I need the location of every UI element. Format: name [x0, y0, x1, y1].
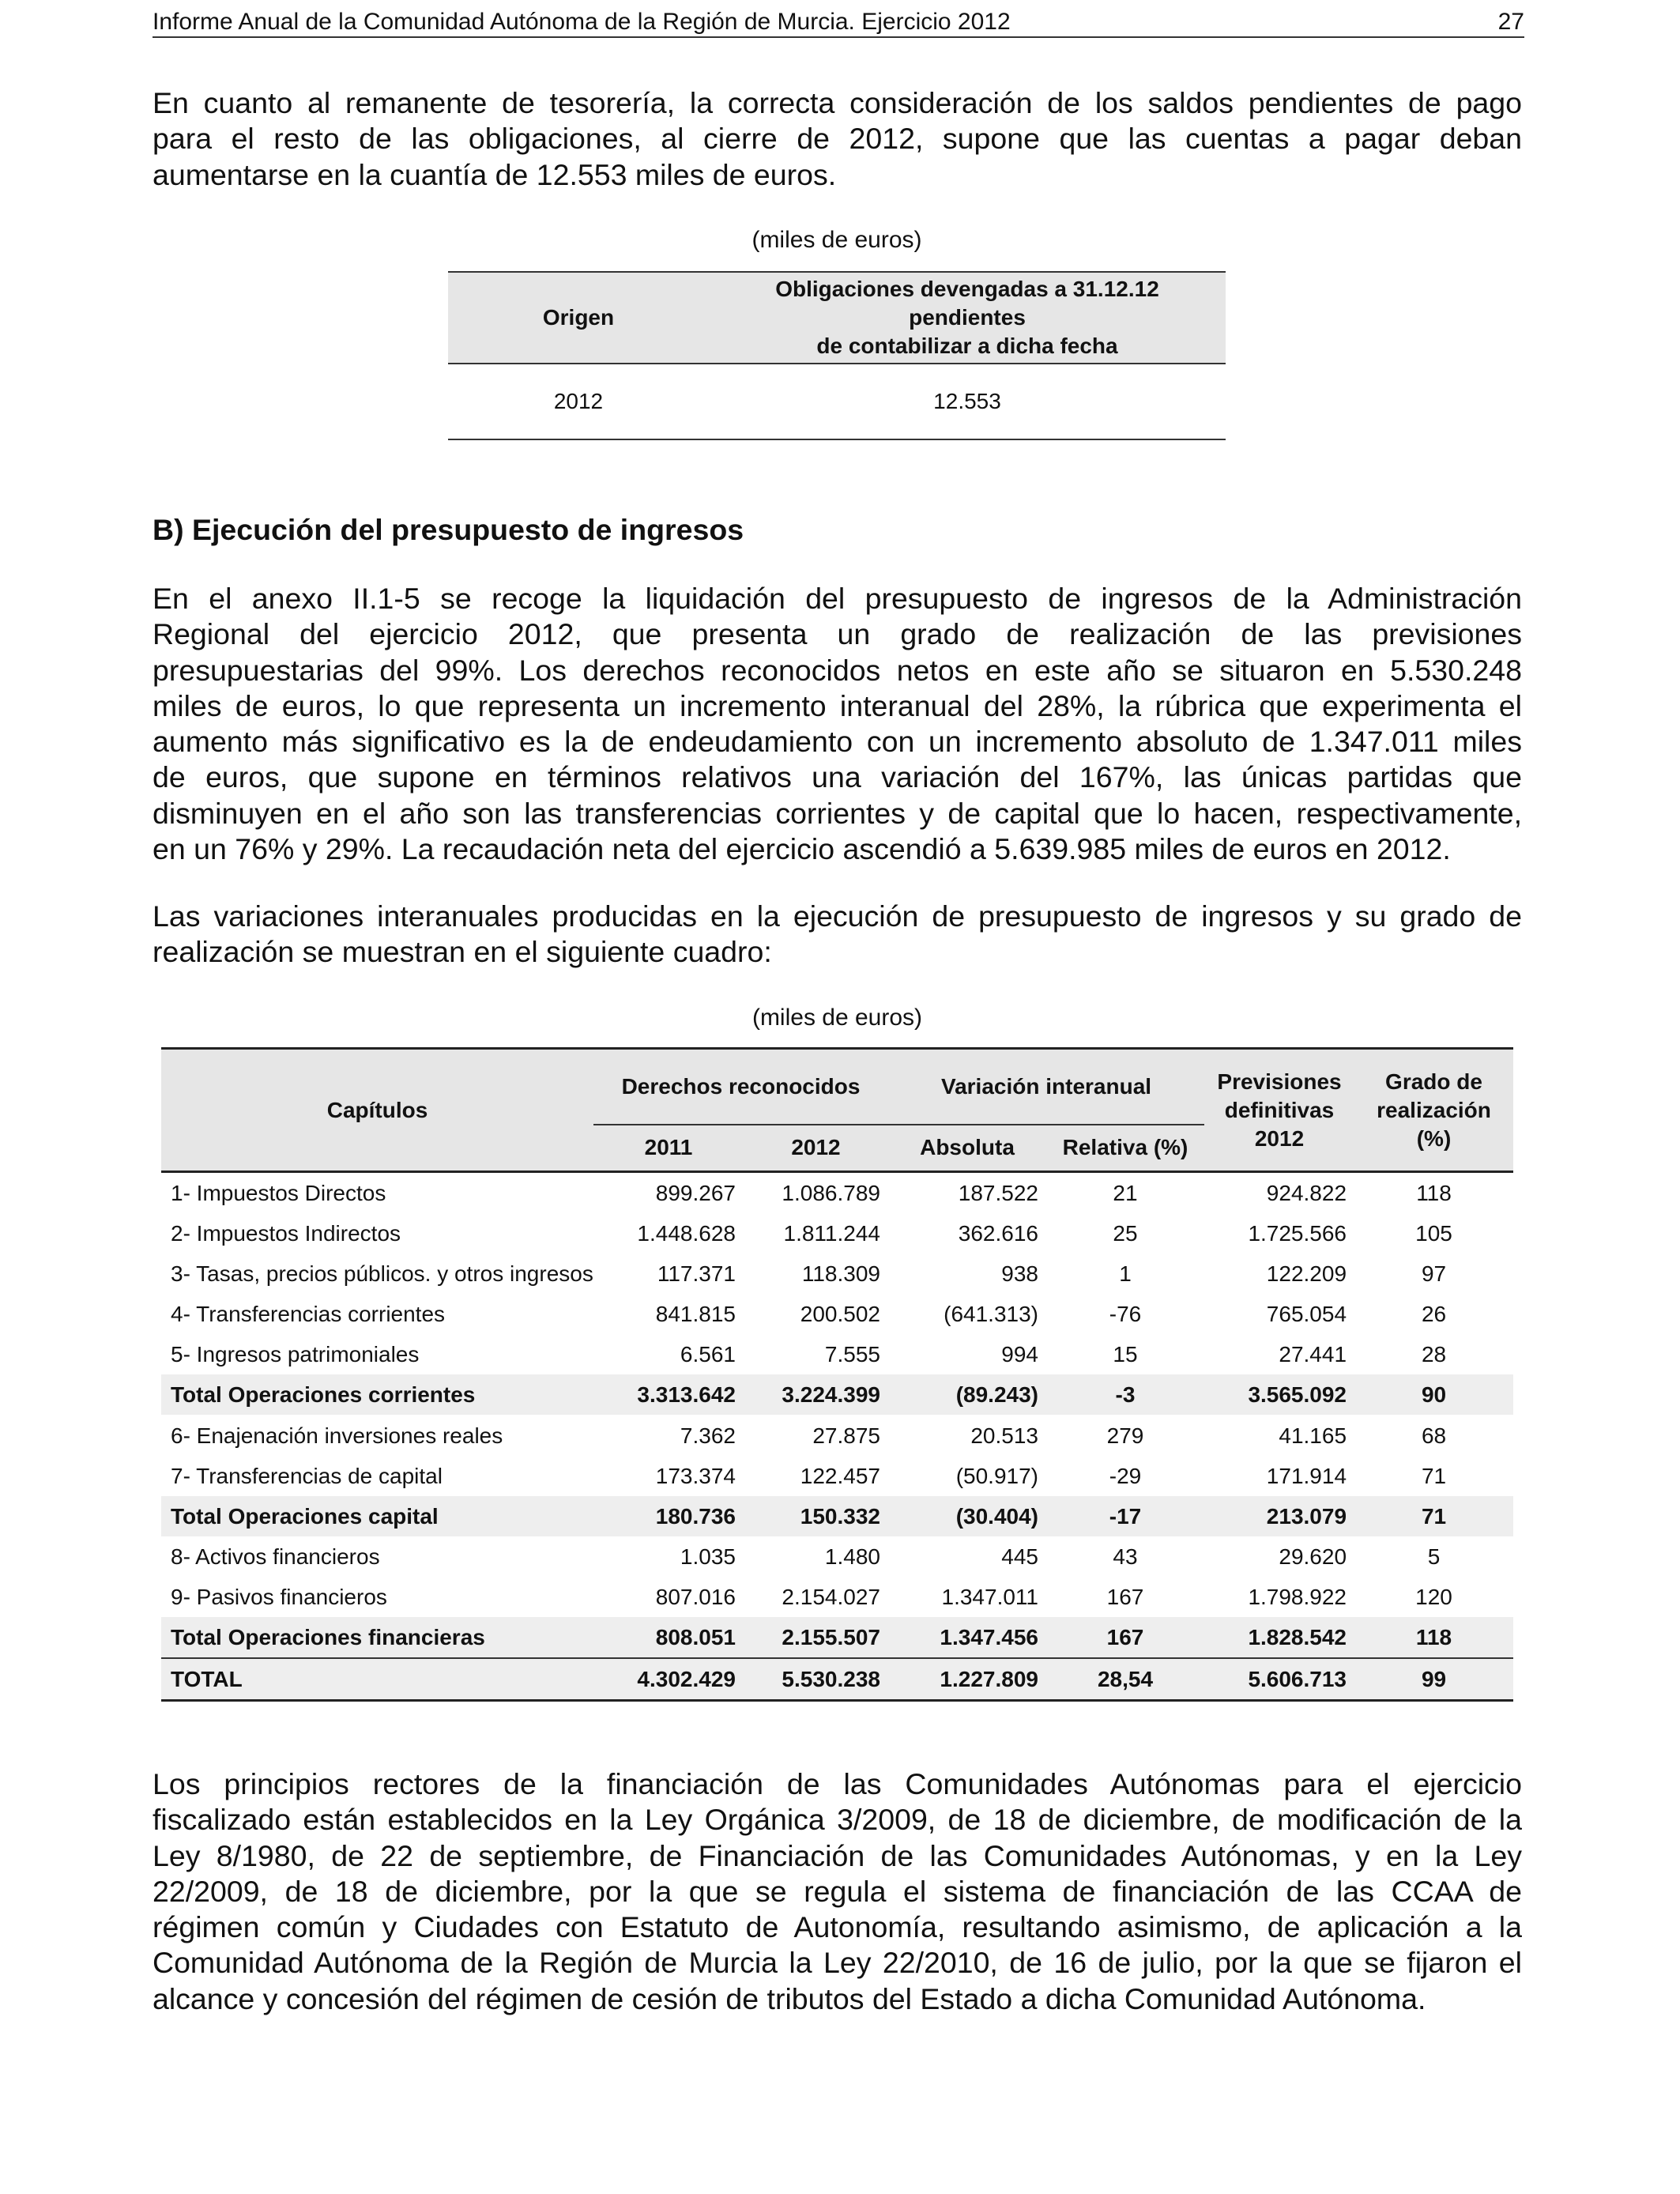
cell-previsiones: 1.798.922: [1248, 1584, 1347, 1609]
cell-variacion-absoluta: 445: [1001, 1544, 1038, 1569]
paragraph-line: Las variaciones interanuales producidas en la ejecución de presupuesto de ingresos y su grado de: [153, 899, 1522, 933]
cell-previsiones: 1.725.566: [1248, 1221, 1347, 1246]
cell-capitulo: 4- Transferencias corrientes: [171, 1302, 446, 1327]
table-row: [161, 1334, 1513, 1374]
cell-derechos-2012: 122.457: [800, 1463, 880, 1488]
cell-previsiones: 29.620: [1279, 1544, 1347, 1569]
paragraph-line: régimen común y Ciudades con Estatuto de Autonomía, resultando asimismo, de aplicación a la: [153, 1910, 1522, 1944]
header-absoluta: Absoluta: [888, 1125, 1046, 1172]
section-heading: B) Ejecución del presupuesto de ingresos: [153, 513, 744, 546]
table1-cell-origen: 2012: [553, 389, 604, 413]
paragraph-line: Ley 8/1980, de 22 de septiembre, de Financiación de las Comunidades Autónomas, y en la Ley: [153, 1838, 1522, 1872]
paragraph-anexo: [153, 581, 1522, 867]
cell-variacion-relativa: 21: [1113, 1181, 1138, 1205]
table-row: [161, 1415, 1513, 1455]
cell-previsiones: 924.822: [1266, 1181, 1347, 1205]
paragraph-remanente: [153, 85, 1522, 193]
cell-variacion-relativa: -76: [1109, 1302, 1142, 1327]
header-2012: 2012: [744, 1125, 888, 1172]
cell-grado: 120: [1415, 1584, 1452, 1609]
paragraph-line: para el resto de las obligaciones, al cierre de 2012, supone que las cuentas a pagar deban: [153, 122, 1522, 156]
cell-derechos-2011: 7.362: [680, 1423, 736, 1448]
cell-grado: 97: [1421, 1261, 1447, 1287]
cell-capitulo: Total Operaciones corrientes: [161, 1374, 593, 1415]
cell-variacion-absoluta: 1.347.011: [941, 1584, 1038, 1609]
obligaciones-table: [448, 271, 1226, 440]
cell-previsiones: 1.828.542: [1204, 1617, 1354, 1658]
header-capitulos: Capítulos: [161, 1049, 593, 1172]
cell-capitulo: 5- Ingresos patrimoniales: [171, 1342, 420, 1367]
cell-derechos-2012: 27.875: [812, 1423, 880, 1448]
cell-grado: 90: [1354, 1374, 1513, 1415]
cell-derechos-2012: 200.502: [800, 1302, 880, 1327]
table-row-total: [161, 1374, 1513, 1415]
paragraph-line: Regional del ejercicio 2012, que presenta un grado de realización de las previsiones: [153, 617, 1522, 651]
paragraph-line: presupuestarias del 99%. Los derechos reconocidos netos en este año se situaron en 5.530.248: [153, 653, 1522, 687]
cell-derechos-2011: 1.035: [680, 1544, 736, 1569]
table-row-total: [161, 1496, 1513, 1536]
page-header: [153, 6, 1524, 38]
cell-grado: 71: [1354, 1496, 1513, 1536]
header-derechos-reconocidos: Derechos reconocidos: [593, 1049, 888, 1125]
cell-variacion-absoluta: (50.917): [955, 1463, 1038, 1488]
cell-capitulo: 3- Tasas, precios públicos. y otros ingresos: [171, 1261, 593, 1287]
cell-derechos-2011: 841.815: [655, 1302, 736, 1327]
cell-derechos-2012: 5.530.238: [744, 1658, 888, 1701]
cell-variacion-relativa: -29: [1109, 1463, 1142, 1488]
cell-derechos-2012: 3.224.399: [744, 1374, 888, 1415]
table1-header-obligaciones: [709, 272, 1226, 364]
header-previsiones: [1204, 1049, 1354, 1172]
cell-derechos-2011: 899.267: [655, 1181, 736, 1205]
header-line: Previsiones: [1217, 1069, 1342, 1094]
cell-grado: 99: [1354, 1658, 1513, 1701]
header-line: (%): [1416, 1125, 1452, 1151]
cell-previsiones: 41.165: [1279, 1423, 1347, 1448]
cell-grado: 26: [1421, 1302, 1447, 1327]
paragraph-line: aumento más significativo es la de endeudamiento con un incremento absoluto de 1.347.011 miles: [153, 725, 1522, 759]
cell-variacion-relativa: 167: [1106, 1584, 1144, 1609]
cell-grado: 105: [1415, 1221, 1452, 1246]
cell-grado: 68: [1421, 1423, 1447, 1448]
cell-variacion-absoluta: (89.243): [888, 1374, 1046, 1415]
cell-capitulo: 1- Impuestos Directos: [171, 1181, 386, 1205]
table-row-grand-total: [161, 1658, 1513, 1701]
table1-header-line: de contabilizar a dicha fecha: [816, 334, 1118, 358]
paragraph-line: de euros, que supone en términos relativos una variación del 167%, las únicas partidas que: [153, 760, 1522, 794]
cell-capitulo: 9- Pasivos financieros: [171, 1584, 387, 1609]
cell-previsiones: 765.054: [1266, 1302, 1347, 1327]
cell-derechos-2012: 150.332: [744, 1496, 888, 1536]
cell-derechos-2012: 2.154.027: [782, 1584, 880, 1609]
header-2011: 2011: [593, 1125, 744, 1172]
table1-cell-value: 12.553: [933, 389, 1001, 413]
cell-previsiones: 171.914: [1266, 1463, 1347, 1488]
table-row: [161, 1577, 1513, 1617]
cell-capitulo: 2- Impuestos Indirectos: [171, 1221, 401, 1246]
cell-variacion-absoluta: 20.513: [970, 1423, 1038, 1448]
table-row: [161, 1172, 1513, 1214]
cell-variacion-absoluta: 187.522: [958, 1181, 1038, 1205]
cell-derechos-2011: 173.374: [655, 1463, 736, 1488]
cell-derechos-2012: 7.555: [824, 1342, 880, 1367]
cell-variacion-relativa: -17: [1046, 1496, 1204, 1536]
paragraph-line: En cuanto al remanente de tesorería, la correcta consideración de los saldos pendientes de pago: [153, 86, 1522, 119]
cell-variacion-absoluta: 938: [1001, 1261, 1038, 1287]
cell-variacion-absoluta: 1.227.809: [888, 1658, 1046, 1701]
table-row-total: [161, 1617, 1513, 1658]
paragraph-line: disminuyen en el año son las transferencias corrientes y de capital que lo hacen, respectivamente,: [153, 796, 1522, 830]
cell-variacion-absoluta: (30.404): [888, 1496, 1046, 1536]
paragraph-line: 22/2009, de 18 de diciembre, por la que se regula el sistema de financiación de las CCAA de: [153, 1874, 1522, 1908]
paragraph-line: Comunidad Autónoma de la Región de Murcia la Ley 22/2010, de 16 de julio, por la que se fijaron el: [153, 1946, 1522, 1980]
cell-derechos-2011: 807.016: [655, 1584, 736, 1609]
paragraph-principios: [153, 1766, 1522, 2017]
table-row: [161, 1294, 1513, 1334]
cell-variacion-absoluta: 994: [1001, 1342, 1038, 1367]
cell-variacion-relativa: 167: [1046, 1617, 1204, 1658]
cell-variacion-relativa: 1: [1119, 1261, 1132, 1287]
cell-capitulo: Total Operaciones capital: [161, 1496, 593, 1536]
cell-capitulo: 7- Transferencias de capital: [171, 1463, 443, 1488]
header-line: 2012: [1254, 1125, 1305, 1151]
table-row: [161, 1213, 1513, 1253]
cell-derechos-2011: 117.371: [657, 1261, 736, 1287]
cell-grado: 5: [1427, 1544, 1441, 1569]
cell-derechos-2011: 808.051: [593, 1617, 744, 1658]
paragraph-line: miles de euros, lo que representa un incremento interanual del 28%, la rúbrica que experimenta el: [153, 688, 1522, 722]
header-relativa: Relativa (%): [1046, 1125, 1204, 1172]
cell-derechos-2011: 3.313.642: [593, 1374, 744, 1415]
cell-derechos-2011: 1.448.628: [637, 1221, 736, 1246]
table1-header-line: Obligaciones devengadas a 31.12.12 pendientes: [775, 277, 1159, 330]
cell-grado: 28: [1421, 1342, 1447, 1367]
paragraph-line: aumentarse en la cuantía de 12.553 miles de euros.: [153, 157, 837, 191]
cell-variacion-relativa: 43: [1113, 1544, 1138, 1569]
paragraph-variaciones: [153, 899, 1522, 971]
cell-derechos-2012: 1.811.244: [783, 1221, 880, 1246]
table-row: [161, 1253, 1513, 1294]
header-grado: [1354, 1049, 1513, 1172]
cell-capitulo: TOTAL: [161, 1658, 593, 1701]
paragraph-line: Los principios rectores de la financiación de las Comunidades Autónomas para el ejercicio: [153, 1767, 1522, 1800]
paragraph-line: realización se muestran en el siguiente cuadro:: [153, 935, 772, 969]
table-row: [161, 1536, 1513, 1577]
cell-derechos-2012: 1.480: [824, 1544, 880, 1569]
header-line: realización: [1377, 1097, 1491, 1122]
paragraph-line: fiscalizado están establecidos en la Ley Orgánica 3/2009, de 18 de diciembre, de modificación de la: [153, 1803, 1522, 1837]
cell-previsiones: 213.079: [1204, 1496, 1354, 1536]
cell-previsiones: 5.606.713: [1204, 1658, 1354, 1701]
cell-derechos-2012: 1.086.789: [782, 1181, 880, 1205]
cell-variacion-absoluta: 1.347.456: [888, 1617, 1046, 1658]
table-row: [161, 1456, 1513, 1496]
paragraph-line: En el anexo II.1-5 se recoge la liquidación del presupuesto de ingresos de la Administración: [153, 582, 1522, 615]
paragraph-line: en un 76% y 29%. La recaudación neta del ejercicio ascendió a 5.639.985 miles de euros en 2012.: [153, 832, 1451, 866]
table1-header-origen: Origen: [448, 272, 709, 364]
cell-capitulo: 8- Activos financieros: [171, 1544, 380, 1569]
cell-variacion-relativa: 25: [1113, 1221, 1138, 1246]
paragraph-line: alcance y concesión del régimen de cesión de tributos del Estado a dicha Comunidad Autónoma.: [153, 1981, 1426, 2015]
cell-variacion-relativa: 279: [1106, 1423, 1144, 1448]
table1-units: (miles de euros): [751, 227, 922, 253]
cell-derechos-2011: 6.561: [680, 1342, 736, 1367]
cell-derechos-2012: 118.309: [801, 1261, 880, 1287]
header-variacion-interanual: Variación interanual: [888, 1049, 1204, 1125]
cell-derechos-2011: 180.736: [593, 1496, 744, 1536]
cell-capitulo: 6- Enajenación inversiones reales: [171, 1423, 503, 1448]
cell-derechos-2011: 4.302.429: [593, 1658, 744, 1701]
cell-variacion-absoluta: 362.616: [958, 1221, 1038, 1246]
header-title: Informe Anual de la Comunidad Autónoma de la Región de Murcia. Ejercicio 2012: [153, 9, 1011, 35]
cell-variacion-relativa: -3: [1046, 1374, 1204, 1415]
header-line: Grado de: [1385, 1069, 1482, 1094]
ingresos-table: [161, 1047, 1513, 1702]
cell-variacion-absoluta: (641.313): [944, 1302, 1038, 1327]
cell-grado: 118: [1416, 1181, 1452, 1205]
cell-previsiones: 122.209: [1266, 1261, 1347, 1287]
cell-previsiones: 3.565.092: [1204, 1374, 1354, 1415]
cell-grado: 118: [1354, 1617, 1513, 1658]
table2-units: (miles de euros): [751, 1005, 923, 1031]
cell-previsiones: 27.441: [1279, 1342, 1347, 1367]
header-line: definitivas: [1224, 1097, 1335, 1122]
ingresos-table-body: [161, 1172, 1513, 1701]
cell-capitulo: Total Operaciones financieras: [161, 1617, 593, 1658]
cell-derechos-2012: 2.155.507: [744, 1617, 888, 1658]
cell-grado: 71: [1421, 1463, 1447, 1488]
page-number: 27: [1497, 9, 1524, 35]
cell-variacion-relativa: 28,54: [1046, 1658, 1204, 1701]
cell-variacion-relativa: 15: [1113, 1342, 1138, 1367]
